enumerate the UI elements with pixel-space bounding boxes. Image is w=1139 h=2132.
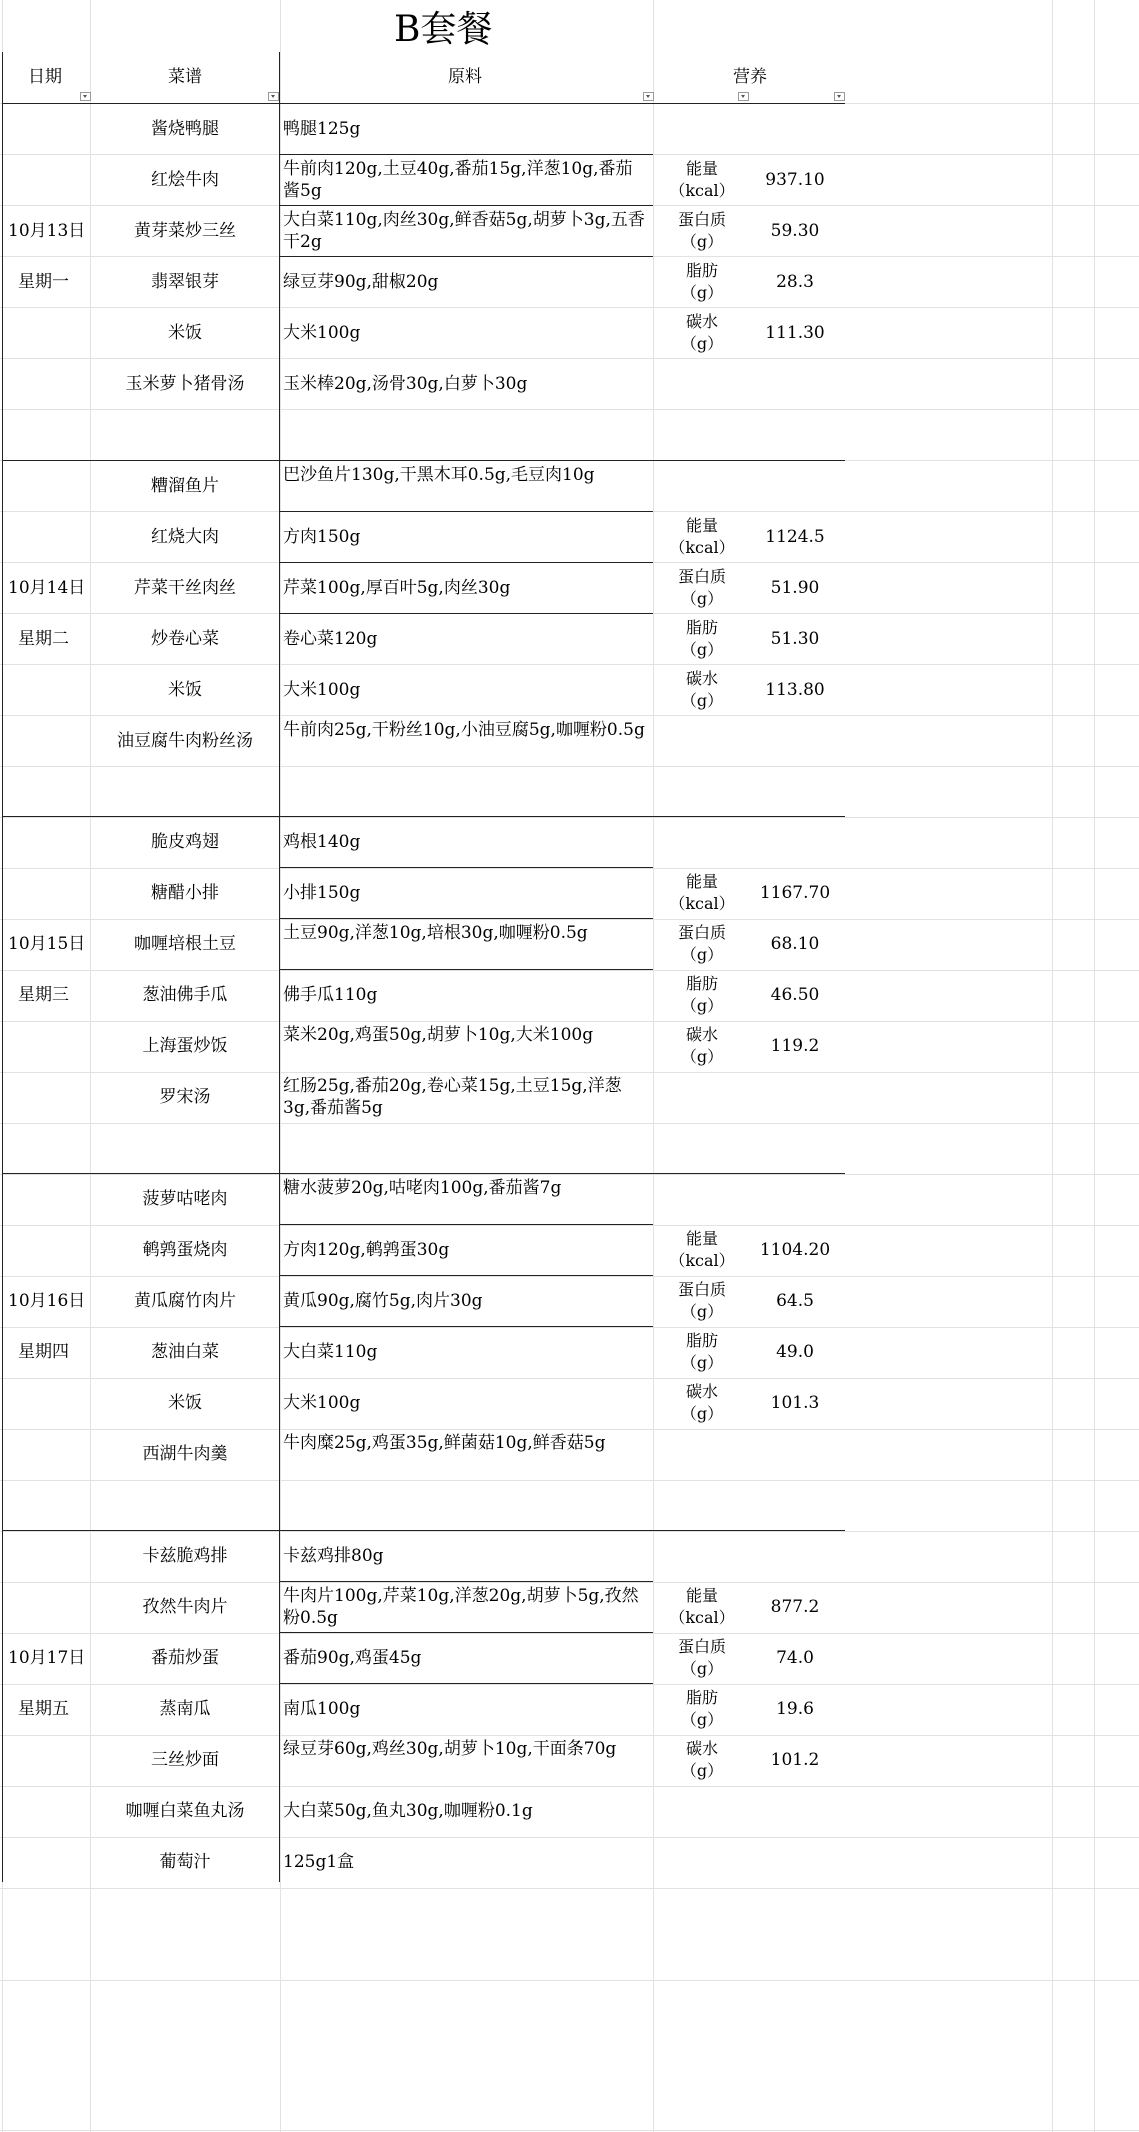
nutrient-name: 能量 (685, 872, 718, 891)
header-menu: 菜谱 (168, 67, 202, 87)
nutrient-label-carbs (664, 1738, 740, 1782)
nutrient-value-fat: 49.0 (776, 1342, 814, 1362)
nutrient-label-energy (664, 1228, 740, 1272)
dish-ingredients: 方肉120g,鹌鹑蛋30g (283, 1240, 450, 1260)
nutrient-unit: （kcal） (669, 1608, 735, 1627)
grid-row-line (0, 1072, 1139, 1073)
grid-row-line (0, 1429, 1139, 1430)
nutrient-name: 蛋白质 (677, 210, 726, 229)
header-date: 日期 (28, 67, 62, 87)
date-label: 10月16日 (8, 1291, 86, 1311)
nutrient-unit: （g） (680, 232, 724, 251)
nutrient-label-energy (664, 871, 740, 915)
nutrient-unit: （g） (680, 640, 724, 659)
grid-row-line (0, 409, 1139, 410)
date-label: 10月13日 (8, 221, 86, 241)
dish-name: 翡翠银芽 (151, 272, 219, 292)
nutrient-value-protein: 51.90 (770, 578, 820, 598)
ingredient-row-border (280, 1683, 653, 1684)
date-label: 10月17日 (8, 1648, 86, 1668)
grid-row-line (0, 1123, 1139, 1124)
grid-row-line (0, 817, 1139, 818)
dish-name: 糟溜鱼片 (151, 476, 219, 496)
dish-ingredients: 糖水菠萝20g,咕咾肉100g,番茄酱7g (283, 1178, 562, 1198)
filter-dropdown-nutrition-1[interactable] (738, 92, 749, 101)
weekday-label: 星期二 (18, 629, 69, 649)
dish-name: 米饭 (168, 323, 202, 343)
dish-ingredients: 卷心菜120g (283, 629, 378, 649)
nutrient-unit: （g） (680, 691, 724, 710)
nutrient-value-protein: 68.10 (770, 934, 820, 954)
ingredient-row-border (280, 867, 653, 868)
nutrient-value-protein: 64.5 (776, 1291, 814, 1311)
nutrient-name: 碳水 (685, 312, 718, 331)
grid-row-line (0, 1980, 1139, 1981)
dish-ingredients: 红肠25g,番茄20g,卷心菜15g,土豆15g,洋葱3g,番茄酱5g (283, 1076, 622, 1118)
dish-name: 卡兹脆鸡排 (142, 1546, 228, 1566)
dish-ingredients: 125g1盒 (283, 1852, 355, 1872)
nutrient-label-protein (664, 209, 740, 253)
nutrient-label-fat (664, 973, 740, 1017)
dish-ingredients: 大白菜50g,鱼丸30g,咖喱粉0.1g (283, 1801, 533, 1821)
nutrient-name: 蛋白质 (677, 923, 726, 942)
ingredient-row-border (280, 154, 653, 155)
dish-name: 米饭 (168, 680, 202, 700)
nutrient-unit: （g） (680, 1659, 724, 1678)
grid-row-line (0, 715, 1139, 716)
table-border-ingredients-left (279, 52, 280, 1882)
date-label: 10月15日 (8, 934, 86, 954)
nutrient-value-fat: 19.6 (776, 1699, 814, 1719)
dish-ingredients: 佛手瓜110g (283, 985, 378, 1005)
nutrient-unit: （g） (680, 1710, 724, 1729)
grid-row-line (0, 1174, 1139, 1175)
dish-ingredients: 方肉150g (283, 527, 361, 547)
ingredient-row-border (280, 1632, 653, 1633)
dish-ingredients: 大白菜110g (283, 1342, 378, 1362)
nutrient-name: 碳水 (685, 1382, 718, 1401)
day-separator (2, 460, 845, 461)
nutrient-unit: （g） (680, 1761, 724, 1780)
day-separator (2, 816, 845, 817)
dish-name: 孜然牛肉片 (142, 1597, 228, 1617)
nutrient-value-energy: 1167.70 (759, 883, 831, 903)
nutrient-label-carbs (664, 1024, 740, 1068)
dish-name: 黄瓜腐竹肉片 (134, 1291, 236, 1311)
nutrient-unit: （g） (680, 283, 724, 302)
dish-name: 鹌鹑蛋烧肉 (142, 1240, 228, 1260)
nutrient-name: 蛋白质 (677, 1637, 726, 1656)
nutrient-unit: （g） (680, 1353, 724, 1372)
dish-ingredients: 南瓜100g (283, 1699, 361, 1719)
nutrient-value-energy: 937.10 (765, 170, 825, 190)
grid-row-line (0, 1684, 1139, 1685)
nutrient-name: 能量 (685, 1229, 718, 1248)
nutrient-value-carbs: 113.80 (765, 680, 825, 700)
grid-column-line (90, 0, 91, 2132)
ingredient-row-border (280, 1581, 653, 1582)
header-nutrition: 营养 (733, 67, 767, 87)
nutrient-label-protein (664, 1636, 740, 1680)
nutrient-label-protein (664, 1279, 740, 1323)
dish-ingredients: 大白菜110g,肉丝30g,鲜香菇5g,胡萝卜3g,五香干2g (283, 210, 645, 252)
nutrient-value-carbs: 119.2 (770, 1036, 820, 1056)
nutrient-label-energy (664, 515, 740, 559)
dish-name: 炒卷心菜 (151, 629, 219, 649)
nutrient-label-carbs (664, 311, 740, 355)
nutrient-unit: （g） (680, 334, 724, 353)
grid-row-line (0, 1021, 1139, 1022)
grid-column-line (1052, 0, 1053, 2132)
grid-row-line (0, 766, 1139, 767)
ingredient-row-border (280, 256, 653, 257)
ingredient-row-border (280, 511, 653, 512)
ingredient-row-border (280, 1224, 653, 1225)
dish-name: 酱烧鸭腿 (151, 119, 219, 139)
grid-row-line (0, 1888, 1139, 1889)
dish-name: 蒸南瓜 (159, 1699, 211, 1719)
dish-name: 西湖牛肉羹 (142, 1444, 228, 1464)
dish-name: 罗宋汤 (159, 1087, 211, 1107)
nutrient-unit: （g） (680, 1302, 724, 1321)
nutrient-unit: （g） (680, 996, 724, 1015)
dish-ingredients: 黄瓜90g,腐竹5g,肉片30g (283, 1291, 483, 1311)
filter-dropdown-nutrition-2[interactable] (834, 92, 845, 101)
dish-name: 红烧大肉 (151, 527, 219, 547)
nutrient-name: 脂肪 (685, 1331, 718, 1350)
header-ingredients: 原料 (448, 67, 482, 87)
dish-name: 玉米萝卜猪骨汤 (125, 374, 245, 394)
dish-name: 葡萄汁 (159, 1852, 211, 1872)
nutrient-label-carbs (664, 668, 740, 712)
grid-row-line (0, 1225, 1139, 1226)
nutrient-value-protein: 59.30 (770, 221, 820, 241)
grid-row-line (0, 1582, 1139, 1583)
nutrient-name: 能量 (685, 1586, 718, 1605)
dish-ingredients: 小排150g (283, 883, 361, 903)
nutrient-label-energy (664, 1585, 740, 1629)
dish-ingredients: 鸭腿125g (283, 119, 361, 139)
dish-ingredients: 大米100g (283, 1393, 361, 1413)
dish-ingredients: 牛前肉120g,土豆40g,番茄15g,洋葱10g,番茄酱5g (283, 159, 633, 201)
nutrient-name: 脂肪 (685, 1688, 718, 1707)
dish-name: 糖醋小排 (151, 883, 219, 903)
grid-row-line (0, 1378, 1139, 1379)
grid-row-line (0, 358, 1139, 359)
grid-row-line (0, 1327, 1139, 1328)
dish-name: 上海蛋炒饭 (142, 1036, 228, 1056)
nutrient-name: 能量 (685, 516, 718, 535)
ingredient-row-border (280, 1326, 653, 1327)
day-separator (2, 1173, 845, 1174)
nutrient-unit: （kcal） (669, 894, 735, 913)
nutrient-name: 碳水 (685, 669, 718, 688)
table-border-left (2, 52, 3, 1882)
nutrient-name: 碳水 (685, 1739, 718, 1758)
grid-row-line (0, 1786, 1139, 1787)
grid-row-line (0, 664, 1139, 665)
nutrient-value-energy: 877.2 (770, 1597, 820, 1617)
dish-ingredients: 菜米20g,鸡蛋50g,胡萝卜10g,大米100g (283, 1025, 594, 1045)
nutrient-label-fat (664, 260, 740, 304)
nutrient-value-energy: 1124.5 (765, 527, 825, 547)
filter-dropdown-date[interactable] (80, 92, 91, 101)
grid-column-line (280, 0, 281, 2132)
nutrient-unit: （kcal） (669, 181, 735, 200)
grid-row-line (0, 1735, 1139, 1736)
nutrient-unit: （kcal） (669, 538, 735, 557)
dish-name: 咖喱白菜鱼丸汤 (125, 1801, 245, 1821)
nutrient-value-carbs: 101.2 (770, 1750, 820, 1770)
nutrient-label-energy (664, 158, 740, 202)
nutrient-unit: （g） (680, 1047, 724, 1066)
dish-ingredients: 大米100g (283, 323, 361, 343)
nutrient-value-protein: 74.0 (776, 1648, 814, 1668)
dish-name: 黄芽菜炒三丝 (134, 221, 236, 241)
dish-ingredients: 大米100g (283, 680, 361, 700)
nutrient-name: 能量 (685, 159, 718, 178)
day-separator (2, 103, 845, 104)
dish-ingredients: 绿豆芽90g,甜椒20g (283, 272, 439, 292)
nutrient-name: 脂肪 (685, 618, 718, 637)
ingredient-row-border (280, 205, 653, 206)
dish-ingredients: 牛肉糜25g,鸡蛋35g,鲜菌菇10g,鲜香菇5g (283, 1433, 606, 1453)
nutrient-label-protein (664, 566, 740, 610)
nutrient-value-carbs: 101.3 (770, 1393, 820, 1413)
day-separator (2, 1530, 845, 1531)
nutrient-unit: （g） (680, 589, 724, 608)
dish-name: 红烩牛肉 (151, 170, 219, 190)
filter-dropdown-menu[interactable] (268, 92, 279, 101)
dish-ingredients: 番茄90g,鸡蛋45g (283, 1648, 422, 1668)
grid-row-line (0, 919, 1139, 920)
nutrient-name: 碳水 (685, 1025, 718, 1044)
weekday-label: 星期五 (18, 1699, 69, 1719)
nutrient-unit: （g） (680, 1404, 724, 1423)
nutrient-unit: （kcal） (669, 1251, 735, 1270)
nutrient-name: 蛋白质 (677, 567, 726, 586)
dish-ingredients: 玉米棒20g,汤骨30g,白萝卜30g (283, 374, 528, 394)
grid-row-line (0, 868, 1139, 869)
nutrient-value-carbs: 111.30 (765, 323, 825, 343)
dish-name: 米饭 (168, 1393, 202, 1413)
dish-ingredients: 绿豆芽60g,鸡丝30g,胡萝卜10g,干面条70g (283, 1739, 617, 1759)
grid-row-line (0, 1531, 1139, 1532)
grid-column-line (1094, 0, 1095, 2132)
dish-ingredients: 牛肉片100g,芹菜10g,洋葱20g,胡萝卜5g,孜然粉0.5g (283, 1586, 639, 1628)
ingredient-row-border (280, 562, 653, 563)
date-label: 10月14日 (8, 578, 86, 598)
grid-row-line (0, 970, 1139, 971)
dish-ingredients: 鸡根140g (283, 832, 361, 852)
nutrient-name: 蛋白质 (677, 1280, 726, 1299)
ingredient-row-border (280, 918, 653, 919)
dish-name: 菠萝咕咾肉 (142, 1189, 228, 1209)
dish-name: 三丝炒面 (151, 1750, 219, 1770)
grid-row-line (0, 1480, 1139, 1481)
dish-ingredients: 卡兹鸡排80g (283, 1546, 384, 1566)
dish-name: 芹菜干丝肉丝 (134, 578, 236, 598)
grid-column-line (653, 0, 654, 2132)
ingredient-row-border (280, 969, 653, 970)
dish-ingredients: 芹菜100g,厚百叶5g,肉丝30g (283, 578, 511, 598)
grid-row-line (0, 307, 1139, 308)
nutrient-value-fat: 51.30 (770, 629, 820, 649)
weekday-label: 星期一 (18, 272, 69, 292)
nutrient-label-fat (664, 1330, 740, 1374)
grid-row-line (0, 1837, 1139, 1838)
ingredient-row-border (280, 1275, 653, 1276)
dish-name: 脆皮鸡翅 (151, 832, 219, 852)
nutrient-label-protein (664, 922, 740, 966)
weekday-label: 星期三 (18, 985, 69, 1005)
filter-dropdown-ingredients[interactable] (643, 92, 654, 101)
grid-row-line (0, 2130, 1139, 2131)
nutrient-value-fat: 28.3 (776, 272, 814, 292)
dish-name: 油豆腐牛肉粉丝汤 (117, 731, 253, 751)
nutrient-label-carbs (664, 1381, 740, 1425)
weekday-label: 星期四 (18, 1342, 69, 1362)
dish-ingredients: 牛前肉25g,干粉丝10g,小油豆腐5g,咖喱粉0.5g (283, 720, 645, 740)
dish-ingredients: 巴沙鱼片130g,干黑木耳0.5g,毛豆肉10g (283, 465, 595, 485)
nutrient-name: 脂肪 (685, 974, 718, 993)
dish-ingredients: 土豆90g,洋葱10g,培根30g,咖喱粉0.5g (283, 923, 588, 943)
grid-row-line (0, 1276, 1139, 1277)
nutrient-name: 脂肪 (685, 261, 718, 280)
nutrient-label-fat (664, 617, 740, 661)
nutrient-value-fat: 46.50 (770, 985, 820, 1005)
page-title: B套餐 (394, 9, 493, 50)
dish-name: 番茄炒蛋 (151, 1648, 219, 1668)
nutrient-unit: （g） (680, 945, 724, 964)
dish-name: 葱油白菜 (151, 1342, 219, 1362)
nutrient-value-energy: 1104.20 (759, 1240, 831, 1260)
nutrient-label-fat (664, 1687, 740, 1731)
ingredient-row-border (280, 613, 653, 614)
dish-name: 咖喱培根土豆 (134, 934, 236, 954)
dish-name: 葱油佛手瓜 (142, 985, 228, 1005)
grid-row-line (0, 1633, 1139, 1634)
